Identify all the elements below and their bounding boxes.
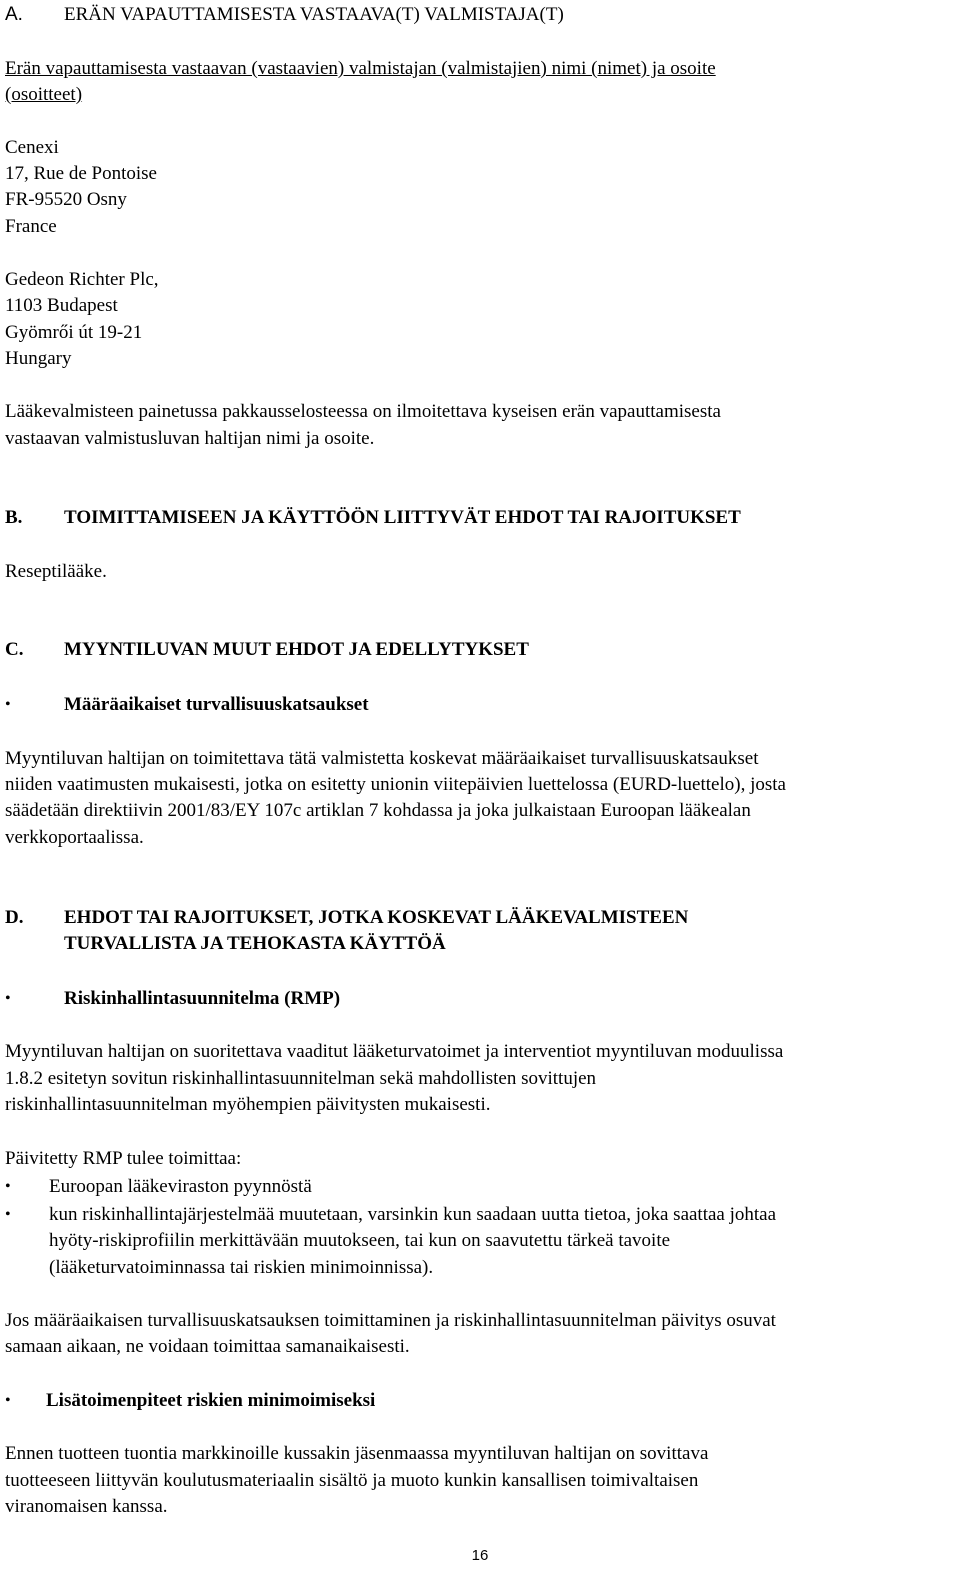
manufacturer-2-name: Gedeon Richter Plc, bbox=[5, 269, 159, 290]
rmp-item-1: Euroopan lääkeviraston pyynnöstä bbox=[49, 1176, 312, 1197]
section-d-para2-line-1: Jos määräaikaisen turvallisuuskatsauksen toimittaminen ja riskinhallintasuunnitelman päivitys osuvat bbox=[5, 1310, 776, 1331]
rmp-item-2-line-1: kun riskinhallintajärjestelmää muutetaan, varsinkin kun saadaan uutta tietoa, joka saattaa johtaa bbox=[49, 1204, 777, 1225]
section-b-title: TOIMITTAMISEEN JA KÄYTTÖÖN LIITTYVÄT EHDOT TAI RAJOITUKSET bbox=[64, 507, 741, 528]
section-d-bullet-heading-2: Lisätoimenpiteet riskien minimoimiseksi bbox=[46, 1390, 376, 1411]
section-b-text: Reseptilääke. bbox=[5, 561, 107, 582]
section-c-para-line-2: niiden vaatimusten mukaisesti, jotka on esitetty unionin viitepäivien luettelossa (EURD-luettelo), josta bbox=[5, 774, 786, 795]
section-c-letter: C. bbox=[5, 639, 24, 660]
bullet-icon: • bbox=[5, 1392, 11, 1409]
bullet-icon: • bbox=[5, 1178, 11, 1195]
section-c-para-line-4: verkkoportaalissa. bbox=[5, 827, 144, 848]
section-c-para-line-3: säädetään direktiivin 2001/83/EY 107c artiklan 7 kohdassa ja joka julkaistaan Euroopan lääkealan bbox=[5, 800, 751, 821]
section-d-bullet-heading-1: Riskinhallintasuunnitelma (RMP) bbox=[64, 988, 341, 1009]
manufacturer-2-country: Hungary bbox=[5, 348, 72, 369]
section-b-letter: B. bbox=[5, 507, 23, 528]
bullet-icon: • bbox=[5, 696, 11, 713]
section-d-para3-line-1: Ennen tuotteen tuontia markkinoille kussakin jäsenmaassa myyntiluvan haltijan on sovittava bbox=[5, 1443, 709, 1464]
manufacturer-1-name: Cenexi bbox=[5, 137, 59, 158]
bullet-icon: • bbox=[5, 990, 11, 1007]
section-d-title-line-1: EHDOT TAI RAJOITUKSET, JOTKA KOSKEVAT LÄÄKEVALMISTEEN bbox=[64, 907, 689, 928]
section-a-subheading-line-1: Erän vapauttamisesta vastaavan (vastaavien) valmistajan (valmistajien) nimi (nimet) ja osoite bbox=[5, 58, 716, 79]
manufacturer-2-city: 1103 Budapest bbox=[5, 295, 118, 316]
section-a-subheading-line-2: (osoitteet) bbox=[5, 84, 83, 105]
section-d-para1-line-2: 1.8.2 esitetyn sovitun riskinhallintasuunnitelman sekä mahdollisten sovittujen bbox=[5, 1068, 597, 1089]
manufacturer-1-city: FR-95520 Osny bbox=[5, 189, 127, 210]
section-a-title: ERÄN VAPAUTTAMISESTA VASTAAVA(T) VALMISTAJA(T) bbox=[64, 4, 564, 25]
manufacturer-2-street: Gyömrői út 19-21 bbox=[5, 322, 143, 343]
section-a-note-line-1: Lääkevalmisteen painetussa pakkausselosteessa on ilmoitettava kyseisen erän vapauttamisesta bbox=[5, 401, 721, 422]
section-c-title: MYYNTILUVAN MUUT EHDOT JA EDELLYTYKSET bbox=[64, 639, 529, 660]
section-a-note-line-2: vastaavan valmistusluvan haltijan nimi ja osoite. bbox=[5, 428, 375, 449]
section-d-letter: D. bbox=[5, 907, 24, 928]
section-d-para2-line-2: samaan aikaan, ne voidaan toimittaa samanaikaisesti. bbox=[5, 1336, 410, 1357]
section-d-para1-line-3: riskinhallintasuunnitelman myöhempien päivitysten mukaisesti. bbox=[5, 1094, 491, 1115]
section-c-bullet-heading: Määräaikaiset turvallisuuskatsaukset bbox=[64, 694, 369, 715]
section-a-letter: A. bbox=[5, 4, 23, 25]
manufacturer-1-country: France bbox=[5, 216, 57, 237]
section-d-para3-line-2: tuotteeseen liittyvän koulutusmateriaalin sisältö ja muoto kunkin kansallisen toimivaltaisen bbox=[5, 1470, 699, 1491]
rmp-item-2-line-2: hyöty-riskiprofiilin merkittävään muutokseen, tai kun on saavutettu tärkeä tavoite bbox=[49, 1230, 671, 1251]
rmp-intro: Päivitetty RMP tulee toimittaa: bbox=[5, 1148, 242, 1169]
manufacturer-1-street: 17, Rue de Pontoise bbox=[5, 163, 157, 184]
section-d-title-line-2: TURVALLISTA JA TEHOKASTA KÄYTTÖÄ bbox=[64, 933, 446, 954]
bullet-icon: • bbox=[5, 1206, 11, 1223]
page-number: 16 bbox=[471, 1547, 489, 1564]
section-d-para3-line-3: viranomaisen kanssa. bbox=[5, 1496, 168, 1517]
rmp-item-2-line-3: (lääketurvatoiminnassa tai riskien minimoinnissa). bbox=[49, 1257, 434, 1278]
section-d-para1-line-1: Myyntiluvan haltijan on suoritettava vaaditut lääketurvatoimet ja interventiot myyntiluvan moduulissa bbox=[5, 1041, 784, 1062]
section-c-para-line-1: Myyntiluvan haltijan on toimitettava tätä valmistetta koskevat määräaikaiset turvallisuuskatsaukset bbox=[5, 748, 759, 769]
